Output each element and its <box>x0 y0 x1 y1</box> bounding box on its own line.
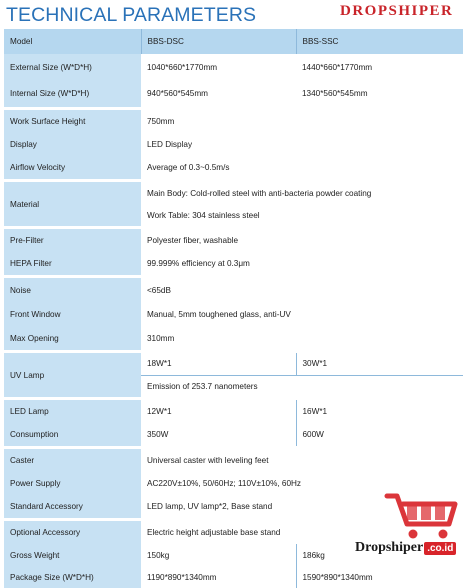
row-value: Main Body: Cold-rolled steel with anti-bacteria powder coating <box>141 182 463 204</box>
header-label: Model <box>4 29 141 54</box>
row-label: LED Lamp <box>4 400 141 423</box>
row-value: Electric height adjustable base stand <box>141 521 463 544</box>
row-value: Emission of 253.7 nanometers <box>141 375 463 397</box>
table-row <box>4 278 463 302</box>
row-value: Work Table: 304 stainless steel <box>141 204 463 226</box>
table-row <box>4 252 463 275</box>
row-label: Material <box>4 182 141 226</box>
row-value: Average of 0.3~0.5m/s <box>141 156 463 179</box>
page-title: TECHNICAL PARAMETERS <box>6 4 257 26</box>
row-label: Standard Accessory <box>4 495 141 518</box>
row-value: 99.999% efficiency at 0.3μm <box>141 252 463 275</box>
row-label: Max Opening <box>4 326 141 350</box>
table-row <box>4 326 463 350</box>
row-value: 750mm <box>141 110 463 133</box>
row-value: LED lamp, UV lamp*2, Base stand <box>141 495 463 518</box>
table-row <box>4 156 463 179</box>
header-model-1: BBS-DSC <box>141 29 296 54</box>
table-row <box>4 302 463 326</box>
row-value: Universal caster with leveling feet <box>141 449 463 472</box>
row-value: 18W*1 <box>141 353 296 375</box>
row-value: 1340*560*545mm <box>296 80 463 107</box>
row-label: Consumption <box>4 423 141 446</box>
header-model-2: BBS-SSC <box>296 29 463 54</box>
table-row <box>4 54 463 80</box>
row-label: Optional Accessory <box>4 521 141 544</box>
row-value: AC220V±10%, 50/60Hz; 110V±10%, 60Hz <box>141 472 463 495</box>
row-value: 16W*1 <box>296 400 463 423</box>
row-value: <65dB <box>141 278 463 302</box>
table-row <box>4 353 463 375</box>
row-label: External Size (W*D*H) <box>4 54 141 80</box>
table-row <box>4 423 463 446</box>
row-label: Front Window <box>4 302 141 326</box>
row-value: Polyester fiber, washable <box>141 229 463 252</box>
row-label: Internal Size (W*D*H) <box>4 80 141 107</box>
table-row <box>4 80 463 107</box>
row-label: Power Supply <box>4 472 141 495</box>
row-label: UV Lamp <box>4 353 141 397</box>
row-value: 30W*1 <box>296 353 463 375</box>
row-value: 600W <box>296 423 463 446</box>
row-value: 1190*890*1340mm <box>141 566 296 588</box>
row-value: 1590*890*1340mm <box>296 566 463 588</box>
row-value: 940*560*545mm <box>141 80 296 107</box>
watermark-text <box>355 540 456 556</box>
table-row <box>4 449 463 472</box>
row-value: 310mm <box>141 326 463 350</box>
table-row <box>4 400 463 423</box>
row-value: LED Display <box>141 133 463 156</box>
row-label: Package Size (W*D*H) <box>4 566 141 588</box>
row-label: Gross Weight <box>4 544 141 566</box>
row-label: Caster <box>4 449 141 472</box>
table-row <box>4 182 463 204</box>
row-label: Display <box>4 133 141 156</box>
row-value: 1040*660*1770mm <box>141 54 296 80</box>
row-value: Manual, 5mm toughened glass, anti-UV <box>141 302 463 326</box>
brand-logo-text: DROPSHIPER <box>340 3 454 19</box>
row-label: Airflow Velocity <box>4 156 141 179</box>
watermark-name: Dropshiper <box>355 540 424 555</box>
row-value: 150kg <box>141 544 296 566</box>
row-value: 12W*1 <box>141 400 296 423</box>
table-row <box>4 229 463 252</box>
row-label: Work Surface Height <box>4 110 141 133</box>
row-value: 1440*660*1770mm <box>296 54 463 80</box>
row-label: HEPA Filter <box>4 252 141 275</box>
table-row <box>4 110 463 133</box>
table-row <box>4 566 463 588</box>
watermark-tld: .co.id <box>424 542 456 555</box>
table-header-row <box>4 29 463 54</box>
row-value: 350W <box>141 423 296 446</box>
table-row <box>4 133 463 156</box>
row-value: 186kg <box>296 544 463 566</box>
row-label: Noise <box>4 278 141 302</box>
row-label: Pre-Filter <box>4 229 141 252</box>
